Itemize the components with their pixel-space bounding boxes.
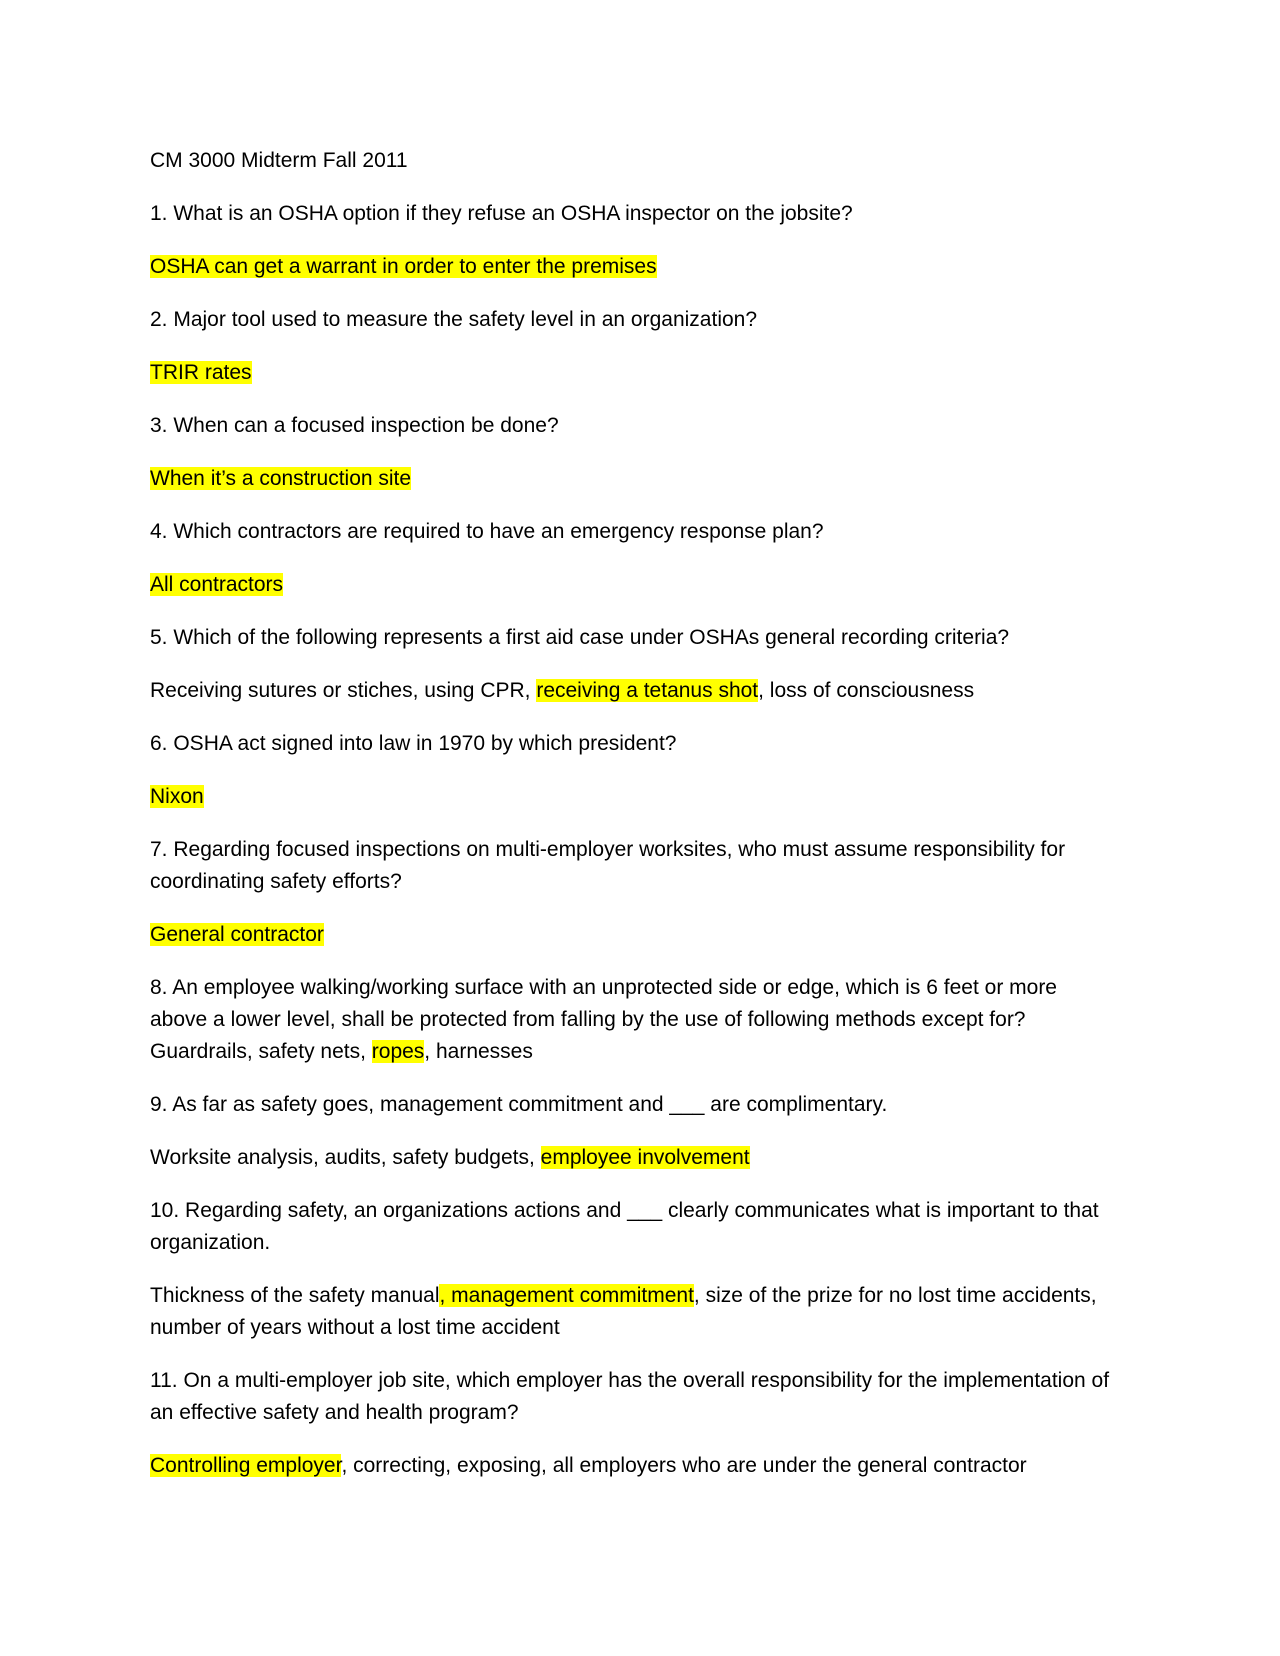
answer-9-text-before: Worksite analysis, audits, safety budgets, bbox=[150, 1146, 541, 1169]
answer-5-text-before: Receiving sutures or stiches, using CPR, bbox=[150, 679, 537, 702]
answer-3-highlight: When it’s a construction site bbox=[150, 467, 412, 490]
answer-9 bbox=[150, 1142, 1120, 1174]
answer-7 bbox=[150, 919, 1120, 951]
answer-7-highlight: General contractor bbox=[150, 923, 324, 946]
answer-1 bbox=[150, 251, 1120, 283]
question-9: 9. As far as safety goes, management commitment and ___ are complimentary. bbox=[150, 1093, 888, 1116]
answer-5-text-after: , loss of consciousness bbox=[758, 679, 975, 702]
answer-2 bbox=[150, 357, 1120, 389]
question-1: 1. What is an OSHA option if they refuse an OSHA inspector on the jobsite? bbox=[150, 202, 853, 225]
answer-8-text-before: Guardrails, safety nets, bbox=[150, 1040, 372, 1063]
question-5: 5. Which of the following represents a first aid case under OSHAs general recording criteria? bbox=[150, 626, 1010, 649]
answer-6 bbox=[150, 781, 1120, 813]
answer-5 bbox=[150, 675, 1120, 707]
answer-5-highlight: receiving a tetanus shot bbox=[536, 679, 759, 702]
answer-6-highlight: Nixon bbox=[150, 785, 204, 808]
answer-3 bbox=[150, 463, 1120, 495]
answer-10-text-before: Thickness of the safety manual bbox=[150, 1284, 440, 1307]
question-6: 6. OSHA act signed into law in 1970 by which president? bbox=[150, 732, 677, 755]
question-2: 2. Major tool used to measure the safety level in an organization? bbox=[150, 308, 758, 331]
document-page bbox=[150, 145, 1120, 1503]
answer-4 bbox=[150, 569, 1120, 601]
answer-11-text-after: , correcting, exposing, all employers who are under the general contractor bbox=[341, 1454, 1027, 1477]
question-7: 7. Regarding focused inspections on multi-employer worksites, who must assume responsibility for coordinating safety efforts? bbox=[150, 838, 1066, 893]
document-title: CM 3000 Midterm Fall 2011 bbox=[150, 149, 408, 172]
answer-4-highlight: All contractors bbox=[150, 573, 284, 596]
answer-8-text-after: , harnesses bbox=[424, 1040, 533, 1063]
answer-8-highlight: ropes bbox=[371, 1040, 425, 1063]
question-8: 8. An employee walking/working surface with an unprotected side or edge, which is 6 feet or more above a lower level, shall be protected from falling by the use of following methods except for? bbox=[150, 976, 1057, 1031]
question-8-with-answer bbox=[150, 972, 1120, 1068]
question-4: 4. Which contractors are required to have an emergency response plan? bbox=[150, 520, 824, 543]
answer-1-highlight: OSHA can get a warrant in order to enter the premises bbox=[150, 255, 657, 278]
answer-2-highlight: TRIR rates bbox=[150, 361, 252, 384]
answer-11 bbox=[150, 1450, 1120, 1482]
answer-9-highlight: employee involvement bbox=[540, 1146, 750, 1169]
answer-10-highlight: , management commitment bbox=[439, 1284, 694, 1307]
answer-10-text-after: , size of the prize for no lost time accidents, number of years without a lost time accident bbox=[150, 1284, 1097, 1339]
answer-10 bbox=[150, 1280, 1120, 1344]
question-3: 3. When can a focused inspection be done? bbox=[150, 414, 559, 437]
question-10: 10. Regarding safety, an organizations actions and ___ clearly communicates what is important to that organization. bbox=[150, 1199, 1099, 1254]
answer-11-highlight: Controlling employer bbox=[150, 1454, 342, 1477]
question-11: 11. On a multi-employer job site, which employer has the overall responsibility for the implementation of an effective safety and health program? bbox=[150, 1369, 1110, 1424]
